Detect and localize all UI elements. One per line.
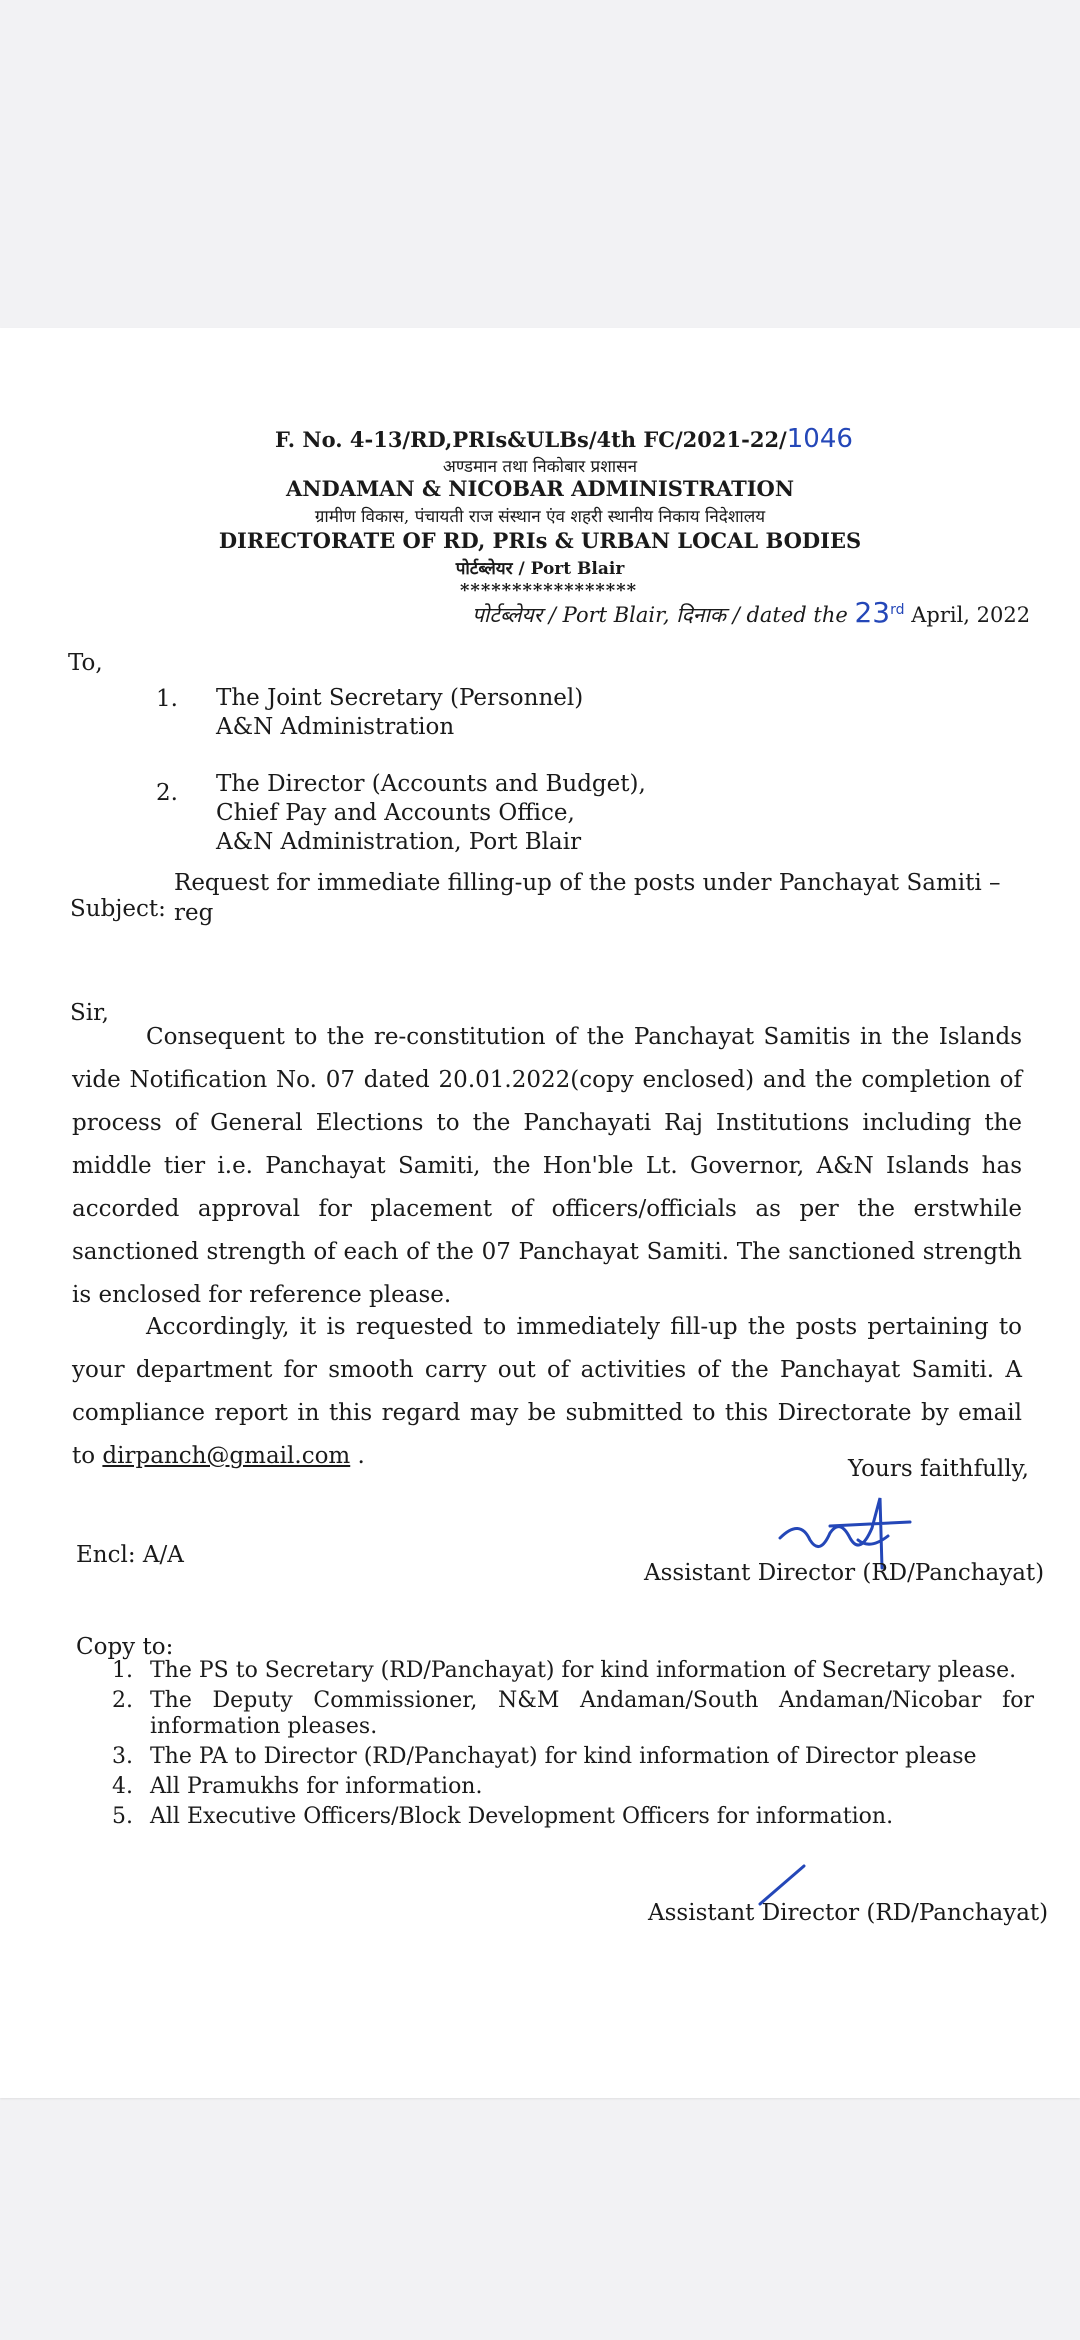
salutation: Sir, [70,1000,109,1026]
copy-to-item [104,1658,1034,1684]
directorate-name: DIRECTORATE OF RD, PRIs & URBAN LOCAL BODIES [218,528,862,553]
hindi-directorate-name: ग्रामीण विकास, पंचायती राज संस्थान एंव शहरी स्थानीय निकाय निदेशालय [314,507,766,527]
paragraph-1 [72,1016,1022,1317]
file-number [275,424,853,454]
recipient-1-line-2: A&N Administration [216,714,455,740]
copy-to-item [104,1774,1034,1800]
signatory-2: Assistant Director (RD/Panchayat) [648,1900,1049,1926]
copy-to-item-number: 4. [112,1774,133,1799]
enclosure: Encl: A/A [76,1542,184,1568]
copy-to-item-number: 5. [112,1804,133,1829]
paragraph-2 [72,1306,1022,1478]
admin-name: ANDAMAN & NICOBAR ADMINISTRATION [285,476,795,501]
header-stars: ***************** [460,580,638,601]
header-location: पोर्टब्लेयर / Port Blair [455,559,625,579]
file-number-text: F. No. 4-13/RD,PRIs&ULBs/4th FC/2021-22/ [275,427,787,452]
date-line [472,596,1030,629]
copy-to-item-text: The Deputy Commissioner, N&M Andaman/South Andaman/Nicobar for information pleases. [150,1688,1034,1739]
recipient-1-number: 1. [156,686,178,712]
recipient-1 [216,684,583,742]
to-label: To, [68,650,103,676]
recipient-2-line-2: Chief Pay and Accounts Office, [216,800,575,826]
file-number-handwritten: 1046 [786,424,853,454]
subject-text [174,868,1020,928]
copy-to-item-text: All Pramukhs for information. [150,1774,483,1799]
recipient-1-line-1: The Joint Secretary (Personnel) [216,685,584,711]
hindi-admin-name: अण्डमान तथा निकोबार प्रशासन [442,457,638,477]
copy-to-item-number: 2. [112,1688,133,1713]
copy-to-item-text: The PA to Director (RD/Panchayat) for kind information of Director please [150,1744,977,1769]
copy-to-item-text: All Executive Officers/Block Development Officers for information. [150,1804,894,1829]
date-day-handwritten: 23 [854,596,891,629]
recipient-2-line-3: A&N Administration, Port Blair [216,829,582,855]
copy-to-list [104,1658,1034,1834]
paragraph-1-text: Consequent to the re-constitution of the Panchayat Samitis in the Islands vide Notification No. 07 dated 20.01.2022(copy enclosed) and the completion of process of General Elections to the Panchayati Raj Institutions including the middle tier i.e. Panchayat Samiti, the Hon'ble Lt. Governor, A&N Islands has accorded approval for placement of officers/officials as per the erstwhile sanctioned strength of each of the 07 Panchayat Samiti. The sanctioned strength is enclosed for reference please. [72,1024,1022,1308]
copy-to-item [104,1688,1034,1740]
copy-to-item-text: The PS to Secretary (RD/Panchayat) for kind information of Secretary please. [150,1658,1017,1683]
date-prefix: पोर्टब्लेयर / Port Blair, दिनाक / dated the [472,603,848,627]
signatory-1: Assistant Director (RD/Panchayat) [644,1560,1045,1586]
letter-page [0,328,1080,2098]
date-rest: April, 2022 [911,603,1031,627]
copy-to-label: Copy to: [76,1634,174,1660]
recipient-2 [216,770,646,857]
recipient-2-line-1: The Director (Accounts and Budget), [216,771,646,797]
closing: Yours faithfully, [848,1456,1029,1482]
copy-to-item-number: 3. [112,1744,133,1769]
subject-line-1: Request for immediate filling-up of the posts under Panchayat Samiti – [174,870,1001,896]
copy-to-item [104,1804,1034,1830]
recipient-2-number: 2. [156,780,178,806]
email-trail: . [350,1443,365,1469]
subject-line-2: reg [174,900,214,926]
copy-to-item [104,1744,1034,1770]
subject-label: Subject: [70,896,166,922]
copy-to-item-number: 1. [112,1658,133,1683]
paragraph-2-text: Accordingly, it is requested to immediately fill-up the posts pertaining to your department for smooth carry out of activities of the Panchayat Samiti. A compliance report in this regard may be submitted to this Directorate by email to [72,1314,1022,1469]
email-link[interactable]: dirpanch@gmail.com [102,1443,351,1469]
date-day-suffix: rd [890,602,905,618]
